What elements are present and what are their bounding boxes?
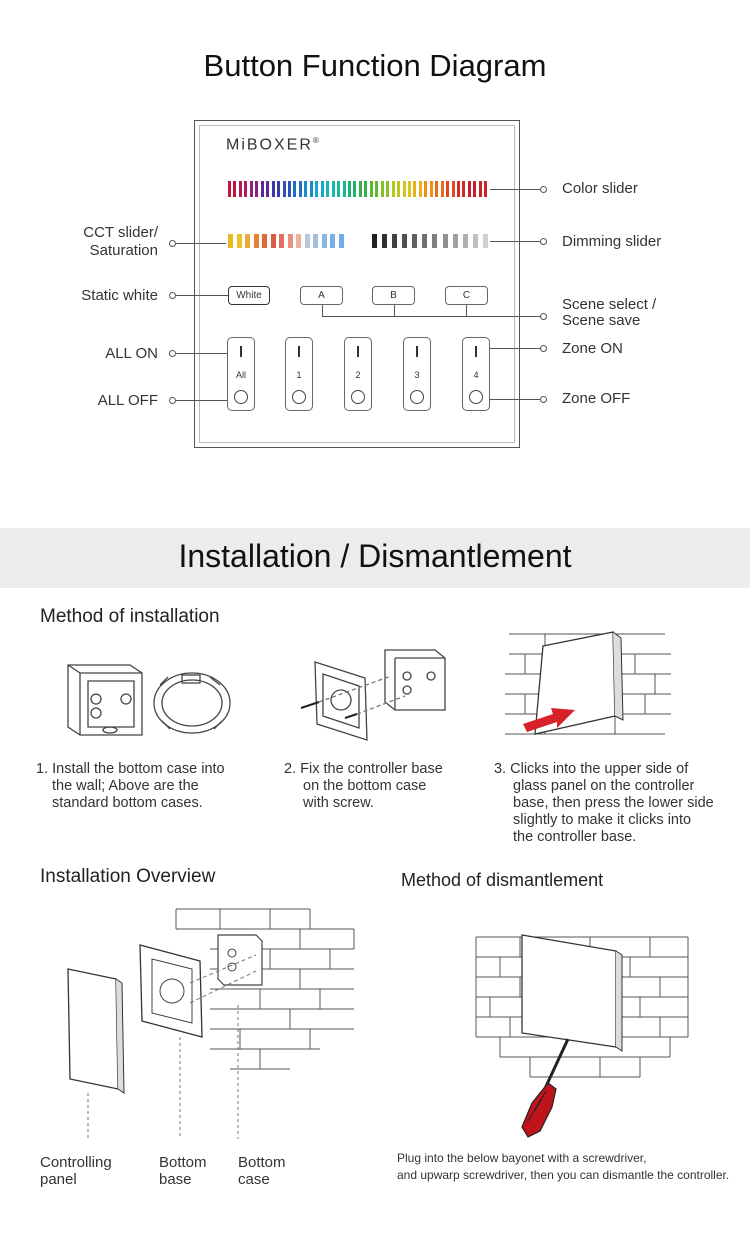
slider-segment (392, 234, 397, 248)
slider-segment (262, 234, 267, 248)
step-2-line: on the bottom case (303, 778, 427, 794)
dismantle-note (397, 1150, 729, 1184)
step-3-line: slightly to make it clicks into (513, 812, 692, 828)
scene-bracket-line (322, 316, 542, 317)
label-static-white: Static white (81, 287, 158, 304)
controller-base-illustration (295, 640, 455, 750)
slider-segment (430, 181, 433, 197)
on-mark-icon (357, 346, 359, 357)
slider-segment (479, 181, 482, 197)
slider-segment (473, 181, 476, 197)
slider-segment (348, 181, 351, 197)
step-3-line: base, then press the lower side (513, 795, 714, 811)
step-3-text (494, 761, 714, 846)
label-cct-line-1: CCT slider/ (83, 224, 158, 241)
cct-slider[interactable] (228, 234, 344, 248)
slider-segment (435, 181, 438, 197)
dismantle-note-line-2: and upwarp screwdriver, then you can dismantle the controller. (397, 1168, 730, 1182)
slider-segment (304, 181, 307, 197)
zone-button-3[interactable] (403, 337, 431, 411)
label-scene-line-2: Scene save (562, 312, 641, 329)
slider-segment (244, 181, 247, 197)
installation-overview-title: Installation Overview (40, 866, 216, 887)
slider-segment (422, 234, 427, 248)
label-dimming-slider: Dimming slider (562, 233, 662, 250)
slider-segment (233, 181, 236, 197)
scene-a-button[interactable] (300, 286, 343, 305)
slider-segment (330, 234, 335, 248)
slider-segment (392, 181, 395, 197)
step-3-line: the controller base. (513, 829, 637, 845)
slider-segment (382, 234, 387, 248)
bottom-cases-illustration (60, 655, 240, 745)
slider-segment (305, 234, 310, 248)
off-mark-icon (351, 390, 365, 404)
zone-button-2[interactable] (344, 337, 372, 411)
on-mark-icon (298, 346, 300, 357)
brand-logo (226, 136, 319, 154)
step-2-line: with screw. (303, 795, 374, 811)
callout-line (176, 295, 228, 296)
slider-segment (419, 181, 422, 197)
zone-label: 2 (355, 370, 361, 380)
slider-segment (288, 234, 293, 248)
brand-mark: ® (312, 136, 319, 145)
slider-segment (403, 181, 406, 197)
slider-segment (353, 181, 356, 197)
slider-segment (359, 181, 362, 197)
slider-segment (310, 181, 313, 197)
callout-dot (540, 186, 547, 193)
slider-segment (337, 181, 340, 197)
label-color-slider: Color slider (562, 180, 638, 197)
slider-segment (443, 234, 448, 248)
off-mark-icon (469, 390, 483, 404)
slider-segment (296, 234, 301, 248)
label-all-on: ALL ON (105, 345, 158, 362)
callout-line (490, 399, 542, 400)
label-scene-line-1: Scene select / (562, 296, 657, 313)
slider-segment (332, 181, 335, 197)
slider-segment (412, 234, 417, 248)
callout-line (490, 189, 542, 190)
caption-bottom-base (159, 1154, 207, 1188)
slider-segment (402, 234, 407, 248)
slider-segment (372, 234, 377, 248)
callout-line (176, 243, 226, 244)
slider-segment (453, 234, 458, 248)
slider-segment (228, 234, 233, 248)
step-3-line: glass panel on the controller (513, 778, 695, 794)
callout-line (176, 400, 227, 401)
caption-line: Bottom (159, 1154, 207, 1171)
slider-segment (462, 181, 465, 197)
slider-segment (339, 234, 344, 248)
callout-dot (169, 397, 176, 404)
zone-button-4[interactable] (462, 337, 490, 411)
off-mark-icon (410, 390, 424, 404)
slider-segment (473, 234, 478, 248)
label-zone-on: Zone ON (562, 340, 623, 357)
slider-segment (313, 234, 318, 248)
slider-segment (321, 181, 324, 197)
slider-segment (441, 181, 444, 197)
callout-dot (540, 313, 547, 320)
slider-segment (271, 234, 276, 248)
slider-segment (237, 234, 242, 248)
step-2-text (284, 761, 443, 812)
slider-segment (277, 181, 280, 197)
callout-line (490, 348, 542, 349)
slider-segment (452, 181, 455, 197)
slider-segment (288, 181, 291, 197)
label-cct-slider (40, 224, 158, 260)
method-dismantlement-title: Method of dismantlement (401, 870, 604, 890)
slider-segment (266, 181, 269, 197)
slider-segment (239, 181, 242, 197)
slider-segment (254, 234, 259, 248)
zone-button-1[interactable] (285, 337, 313, 411)
slider-segment (424, 181, 427, 197)
slider-segment (408, 181, 411, 197)
callout-dot (169, 292, 176, 299)
slider-segment (370, 181, 373, 197)
method-installation-title: Method of installation (40, 606, 220, 627)
dismantlement-illustration (470, 915, 695, 1155)
slider-segment (386, 181, 389, 197)
caption-line: panel (40, 1171, 77, 1188)
zone-label: 1 (296, 370, 302, 380)
on-mark-icon (475, 346, 477, 357)
caption-line: Bottom (238, 1154, 286, 1171)
slider-segment (484, 181, 487, 197)
slider-segment (483, 234, 488, 248)
label-zone-off: Zone OFF (562, 390, 631, 407)
caption-bottom-case (238, 1154, 286, 1188)
slider-segment (283, 181, 286, 197)
panel-click-illustration (505, 628, 675, 753)
slider-segment (463, 234, 468, 248)
slider-segment (228, 181, 231, 197)
callout-dot (540, 345, 547, 352)
diagram-title: Button Function Diagram (203, 48, 547, 83)
callout-dot (169, 350, 176, 357)
slider-segment (326, 181, 329, 197)
slider-segment (272, 181, 275, 197)
dimming-slider[interactable] (372, 234, 488, 248)
slider-segment (397, 181, 400, 197)
label-scene-select (562, 297, 656, 329)
static-white-button-label: White (236, 290, 262, 301)
install-title: Installation / Dismantlement (178, 538, 572, 574)
callout-dot (540, 238, 547, 245)
callout-dot (169, 240, 176, 247)
slider-segment (413, 181, 416, 197)
label-cct-line-2: Saturation (89, 242, 158, 259)
on-mark-icon (416, 346, 418, 357)
slider-segment (343, 181, 346, 197)
zone-label: All (235, 370, 246, 380)
dismantle-note-line-1: Plug into the below bayonet with a screwdriver, (397, 1151, 647, 1165)
color-slider[interactable] (228, 181, 488, 197)
scene-c-label: C (462, 290, 471, 301)
slider-segment (364, 181, 367, 197)
caption-line: case (238, 1171, 270, 1188)
slider-segment (446, 181, 449, 197)
slider-segment (432, 234, 437, 248)
step-1-text (36, 761, 225, 812)
slider-segment (255, 181, 258, 197)
on-mark-icon (240, 346, 242, 357)
scene-b-button[interactable] (372, 286, 415, 305)
slider-segment (250, 181, 253, 197)
slider-segment (375, 181, 378, 197)
scene-c-button[interactable] (445, 286, 488, 305)
off-mark-icon (234, 390, 248, 404)
brand-name: MiBOXER (226, 136, 313, 154)
slider-segment (261, 181, 264, 197)
caption-line: base (159, 1171, 192, 1188)
step-2-line: 2. Fix the controller base (284, 761, 443, 777)
slider-segment (293, 181, 296, 197)
zone-button-all[interactable] (227, 337, 255, 411)
off-mark-icon (292, 390, 306, 404)
slider-segment (245, 234, 250, 248)
slider-segment (468, 181, 471, 197)
callout-dot (540, 396, 547, 403)
label-all-off: ALL OFF (97, 392, 158, 409)
slider-segment (322, 234, 327, 248)
installation-overview-illustration (60, 905, 360, 1145)
callout-line (176, 353, 227, 354)
slider-segment (299, 181, 302, 197)
slider-segment (279, 234, 284, 248)
slider-segment (457, 181, 460, 197)
slider-segment (381, 181, 384, 197)
slider-segment (315, 181, 318, 197)
zone-label: 4 (473, 370, 479, 380)
caption-line: Controlling (40, 1154, 112, 1171)
step-3-line: 3. Clicks into the upper side of (494, 761, 689, 777)
step-1-line: 1. Install the bottom case into (36, 761, 225, 777)
zone-label: 3 (414, 370, 420, 380)
scene-b-label: B (390, 290, 397, 301)
step-1-line: standard bottom cases. (52, 795, 203, 811)
step-1-line: the wall; Above are the (52, 778, 199, 794)
static-white-button[interactable] (228, 286, 270, 305)
callout-line (490, 241, 542, 242)
caption-controlling-panel (40, 1154, 112, 1188)
scene-a-label: A (318, 290, 325, 301)
